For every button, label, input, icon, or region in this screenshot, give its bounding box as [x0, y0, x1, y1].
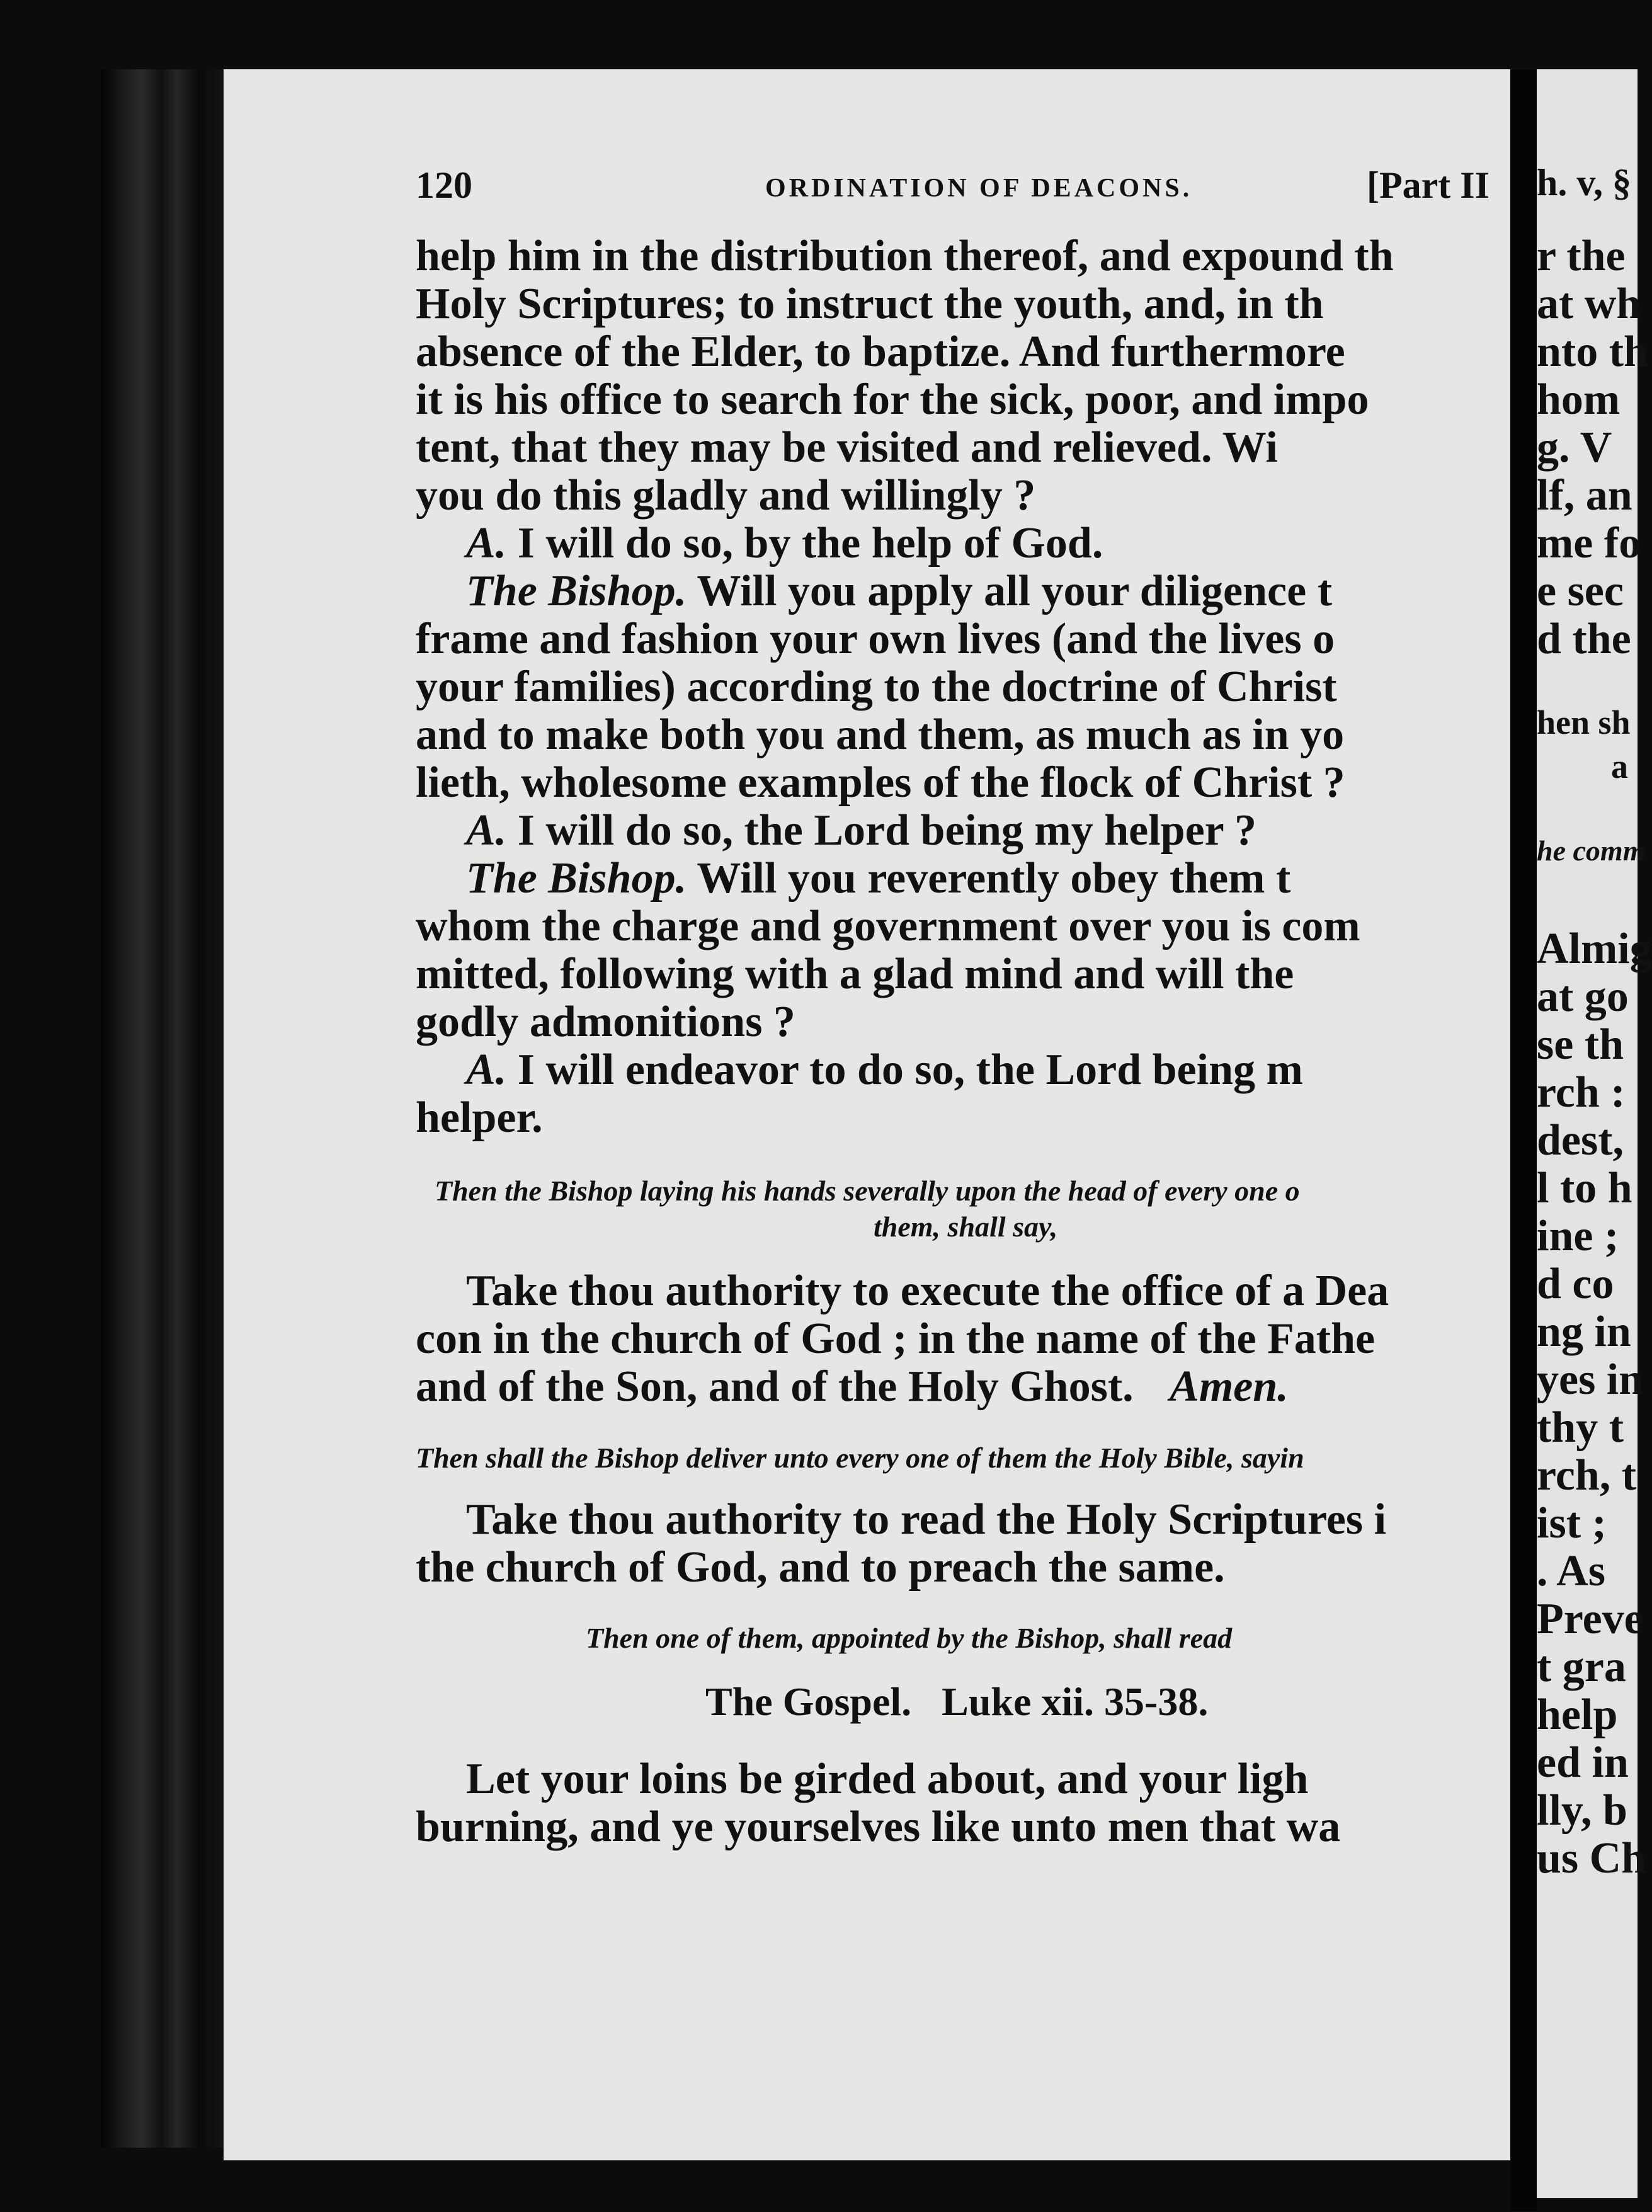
formula-1-line-1: Take thou authority to execute the office of a Dea: [466, 1267, 1389, 1315]
facing-line: at go: [1537, 972, 1629, 1021]
facing-line: ist ;: [1537, 1499, 1607, 1548]
body-line-17: godly admonitions ?: [416, 998, 795, 1046]
facing-line: ed in: [1537, 1738, 1629, 1787]
gospel-line-2: burning, and ye yourselves like unto men that wa: [416, 1803, 1341, 1851]
rubric-deliver-bible: Then shall the Bishop deliver unto every one of them the Holy Bible, sayin: [416, 1442, 1304, 1474]
body-line-1: help him in the distribution thereof, and expound th: [416, 232, 1394, 280]
facing-line: at wh: [1537, 280, 1641, 328]
facing-page-edge: [1537, 69, 1652, 2198]
facing-line: ng in: [1537, 1308, 1631, 1356]
facing-line: se th: [1537, 1020, 1624, 1069]
body-line-10: your families) according to the doctrine of Christ: [416, 663, 1337, 711]
answer-3: [466, 1048, 1515, 1092]
facing-line: help: [1537, 1690, 1618, 1739]
facing-line: dest,: [1537, 1116, 1624, 1165]
body-line-11: and to make both you and them, as much as in yo: [416, 710, 1345, 759]
facing-line: d the: [1537, 615, 1631, 663]
page-gutter: [1510, 69, 1537, 2211]
body-line-12: lieth, wholesome examples of the flock of Christ ?: [416, 758, 1345, 807]
formula-2-line-2: the church of God, and to preach the same.: [416, 1543, 1225, 1592]
formula-1-line-3: [416, 1362, 1289, 1411]
body-line-4: it is his office to search for the sick, poor, and impo: [416, 375, 1369, 424]
gospel-heading: The Gospel. Luke xii. 35-38.: [705, 1679, 1209, 1724]
facing-line: t gra: [1537, 1643, 1626, 1691]
facing-line: rch, t: [1537, 1451, 1637, 1500]
answer-text: I will do so, by the help of God.: [517, 519, 1103, 567]
answer-text: I will endeavor to do so, the Lord being m: [517, 1046, 1303, 1094]
question-2: [466, 569, 1515, 613]
rubric-laying-on-hands-cont: them, shall say,: [874, 1211, 1058, 1243]
facing-line: g. V: [1537, 423, 1612, 472]
facing-line: Preve: [1537, 1595, 1644, 1643]
question-text: Will you reverently obey them t: [697, 854, 1291, 903]
facing-line: hom: [1537, 375, 1621, 424]
rubric-laying-on-hands: Then the Bishop laying his hands severally upon the head of every one o: [435, 1175, 1300, 1207]
question-3: [466, 854, 1515, 903]
body-line-16: mitted, following with a glad mind and will the: [416, 950, 1294, 998]
rubric-gospel-reader: Then one of them, appointed by the Bishop, shall read: [586, 1622, 1233, 1654]
body-line-19: helper.: [416, 1093, 543, 1142]
answer-text: I will do so, the Lord being my helper ?: [517, 806, 1256, 855]
speaker-label: A.: [466, 1046, 507, 1094]
facing-line: lf, an: [1537, 471, 1632, 520]
speaker-label: A.: [466, 519, 507, 567]
speaker-label: The Bishop.: [466, 854, 687, 903]
speaker-label: A.: [466, 806, 507, 855]
facing-line: lly, b: [1537, 1786, 1627, 1835]
facing-line: a: [1611, 748, 1628, 785]
facing-line: h. v, §: [1537, 162, 1632, 203]
facing-line: thy t: [1537, 1403, 1624, 1452]
formula-2-line-1: Take thou authority to read the Holy Scriptures i: [466, 1495, 1387, 1544]
formula-1-line-2: con in the church of God ; in the name of the Fathe: [416, 1314, 1376, 1363]
body-line-9: frame and fashion your own lives (and the lives o: [416, 615, 1335, 663]
body-line-2: Holy Scriptures; to instruct the youth, and, in th: [416, 280, 1324, 328]
question-text: Will you apply all your diligence t: [697, 567, 1333, 615]
running-title: ORDINATION OF DEACONS.: [765, 174, 1193, 203]
facing-line: hen sh: [1537, 704, 1631, 741]
facing-line: me fo: [1537, 519, 1641, 567]
facing-line: r the: [1537, 232, 1626, 280]
amen: Amen.: [1170, 1362, 1289, 1411]
facing-line: he comm: [1537, 835, 1646, 867]
page-number: 120: [416, 164, 472, 206]
facing-line: ine ;: [1537, 1212, 1619, 1260]
answer-2: [466, 806, 1256, 855]
facing-line: d co: [1537, 1260, 1614, 1308]
part-label: [Part II: [1367, 164, 1490, 206]
facing-line: yes in: [1537, 1355, 1644, 1404]
body-line-5: tent, that they may be visited and relieved. Wi: [416, 423, 1278, 472]
gospel-line-1: Let your loins be girded about, and your ligh: [466, 1755, 1309, 1803]
facing-line: . As: [1537, 1547, 1605, 1595]
body-line-6: you do this gladly and willingly ?: [416, 471, 1036, 520]
facing-line: l to h: [1537, 1164, 1632, 1212]
body-line-15: whom the charge and government over you is com: [416, 902, 1360, 950]
facing-line: us Ch: [1537, 1834, 1646, 1883]
facing-line: e sec: [1537, 567, 1624, 615]
facing-line: rch :: [1537, 1068, 1626, 1117]
answer-1: [466, 519, 1103, 567]
book-spine-edge: [101, 69, 227, 2148]
left-page: [224, 69, 1515, 2160]
facing-line: Almig: [1537, 925, 1652, 973]
facing-line: nto th: [1537, 328, 1648, 376]
formula-text: and of the Son, and of the Holy Ghost.: [416, 1362, 1134, 1411]
body-line-3: absence of the Elder, to baptize. And furthermore: [416, 328, 1345, 376]
speaker-label: The Bishop.: [466, 567, 687, 615]
